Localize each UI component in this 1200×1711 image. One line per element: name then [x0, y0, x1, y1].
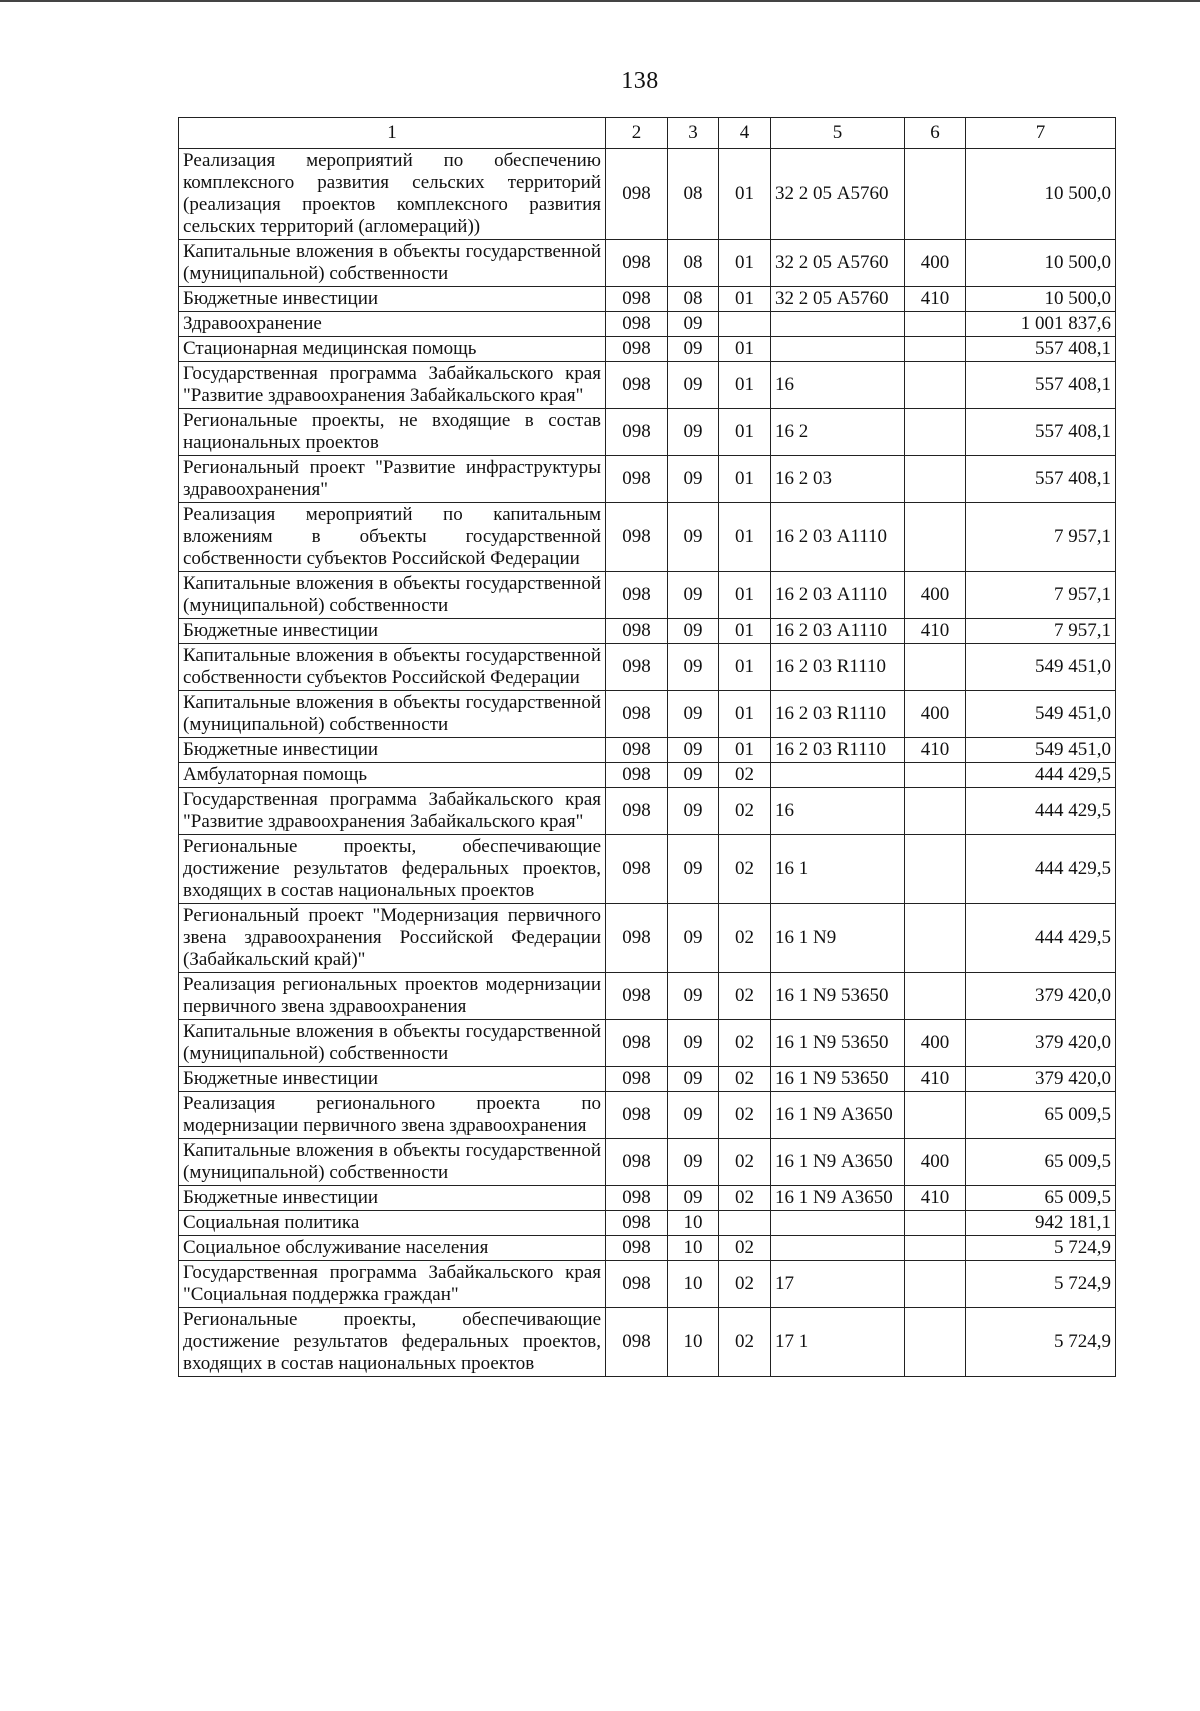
row-subsection: 01: [719, 409, 771, 456]
row-subsection: 01: [719, 691, 771, 738]
row-name: Бюджетные инвестиции: [179, 738, 606, 763]
table-row: [179, 644, 1116, 691]
row-amount: 7 957,1: [966, 503, 1116, 572]
row-section: 09: [668, 503, 719, 572]
row-section: 09: [668, 1067, 719, 1092]
row-amount: 557 408,1: [966, 362, 1116, 409]
row-admin-code: 098: [606, 456, 668, 503]
row-subsection: [719, 1211, 771, 1236]
header-row: [179, 118, 1116, 149]
row-amount: 444 429,5: [966, 904, 1116, 973]
row-name: Социальное обслуживание населения: [179, 1236, 606, 1261]
row-target-article: 32 2 05 А5760: [771, 240, 905, 287]
row-expense-type: [905, 788, 966, 835]
row-expense-type: 400: [905, 240, 966, 287]
row-subsection: 02: [719, 1308, 771, 1377]
row-section: 08: [668, 287, 719, 312]
row-subsection: 01: [719, 503, 771, 572]
row-expense-type: [905, 644, 966, 691]
table-row: [179, 763, 1116, 788]
row-section: 09: [668, 362, 719, 409]
row-section: 09: [668, 1139, 719, 1186]
row-section: 09: [668, 619, 719, 644]
row-name: Капитальные вложения в объекты государственной (муниципальной) собственности: [179, 691, 606, 738]
row-admin-code: 098: [606, 572, 668, 619]
row-section: 09: [668, 644, 719, 691]
row-admin-code: 098: [606, 1092, 668, 1139]
row-target-article: 16 1 N9 А3650: [771, 1092, 905, 1139]
table-row: [179, 973, 1116, 1020]
row-subsection: 02: [719, 1092, 771, 1139]
row-amount: 10 500,0: [966, 240, 1116, 287]
row-amount: 10 500,0: [966, 287, 1116, 312]
row-subsection: 02: [719, 1186, 771, 1211]
table-row: [179, 456, 1116, 503]
row-name: Государственная программа Забайкальского края "Социальная поддержка граждан": [179, 1261, 606, 1308]
row-subsection: 01: [719, 337, 771, 362]
row-amount: 65 009,5: [966, 1186, 1116, 1211]
row-amount: 379 420,0: [966, 973, 1116, 1020]
row-expense-type: 400: [905, 572, 966, 619]
header-cell: 1: [179, 118, 606, 149]
row-expense-type: 410: [905, 287, 966, 312]
row-target-article: [771, 337, 905, 362]
row-subsection: 01: [719, 644, 771, 691]
row-admin-code: 098: [606, 1139, 668, 1186]
row-section: 09: [668, 1092, 719, 1139]
page-number: 138: [621, 68, 659, 94]
row-amount: 557 408,1: [966, 409, 1116, 456]
row-target-article: 16 1 N9 53650: [771, 1067, 905, 1092]
row-name: Государственная программа Забайкальского края "Развитие здравоохранения Забайкальского края": [179, 788, 606, 835]
row-section: 10: [668, 1211, 719, 1236]
row-name: Бюджетные инвестиции: [179, 287, 606, 312]
row-amount: 7 957,1: [966, 619, 1116, 644]
row-name: Стационарная медицинская помощь: [179, 337, 606, 362]
header-cell: 4: [719, 118, 771, 149]
table-row: [179, 240, 1116, 287]
row-expense-type: 410: [905, 619, 966, 644]
row-subsection: 01: [719, 240, 771, 287]
row-expense-type: [905, 1211, 966, 1236]
row-target-article: 16 2 03: [771, 456, 905, 503]
budget-table: [178, 117, 1116, 1377]
row-amount: 5 724,9: [966, 1261, 1116, 1308]
row-admin-code: 098: [606, 312, 668, 337]
row-amount: 549 451,0: [966, 738, 1116, 763]
table-row: [179, 835, 1116, 904]
row-amount: 5 724,9: [966, 1308, 1116, 1377]
row-name: Реализация мероприятий по обеспечению комплексного развития сельских территорий (реализация проектов комплексного развития сельских территорий (агломераций)): [179, 149, 606, 240]
row-target-article: [771, 1211, 905, 1236]
row-target-article: 16 2 03 R1110: [771, 691, 905, 738]
row-amount: 7 957,1: [966, 572, 1116, 619]
row-admin-code: 098: [606, 409, 668, 456]
row-subsection: 01: [719, 456, 771, 503]
row-target-article: [771, 312, 905, 337]
row-section: 09: [668, 312, 719, 337]
row-section: 09: [668, 456, 719, 503]
row-amount: 379 420,0: [966, 1067, 1116, 1092]
row-admin-code: 098: [606, 503, 668, 572]
row-target-article: 17: [771, 1261, 905, 1308]
row-amount: 549 451,0: [966, 644, 1116, 691]
row-amount: 557 408,1: [966, 337, 1116, 362]
row-name: Бюджетные инвестиции: [179, 1186, 606, 1211]
row-target-article: [771, 763, 905, 788]
table-row: [179, 1261, 1116, 1308]
row-admin-code: 098: [606, 644, 668, 691]
row-target-article: 16: [771, 788, 905, 835]
table-row: [179, 738, 1116, 763]
row-admin-code: 098: [606, 904, 668, 973]
page-top-border: [0, 0, 1200, 2]
row-target-article: 16 1 N9 А3650: [771, 1139, 905, 1186]
row-expense-type: [905, 362, 966, 409]
row-name: Амбулаторная помощь: [179, 763, 606, 788]
row-section: 09: [668, 691, 719, 738]
header-cell: 2: [606, 118, 668, 149]
row-target-article: 16 1 N9 53650: [771, 973, 905, 1020]
row-expense-type: [905, 1261, 966, 1308]
row-target-article: 17 1: [771, 1308, 905, 1377]
row-name: Капитальные вложения в объекты государственной (муниципальной) собственности: [179, 572, 606, 619]
row-amount: 65 009,5: [966, 1092, 1116, 1139]
row-amount: 1 001 837,6: [966, 312, 1116, 337]
row-admin-code: 098: [606, 1308, 668, 1377]
row-target-article: 16 2 03 А1110: [771, 572, 905, 619]
row-subsection: 02: [719, 1261, 771, 1308]
row-name: Здравоохранение: [179, 312, 606, 337]
row-admin-code: 098: [606, 287, 668, 312]
row-name: Социальная политика: [179, 1211, 606, 1236]
row-target-article: 16 2 03 R1110: [771, 644, 905, 691]
row-subsection: 02: [719, 1067, 771, 1092]
row-target-article: 32 2 05 А5760: [771, 149, 905, 240]
table-row: [179, 572, 1116, 619]
row-amount: 444 429,5: [966, 763, 1116, 788]
row-section: 09: [668, 1020, 719, 1067]
row-admin-code: 098: [606, 1236, 668, 1261]
row-admin-code: 098: [606, 1261, 668, 1308]
table-row: [179, 1186, 1116, 1211]
row-section: 09: [668, 763, 719, 788]
row-expense-type: [905, 1308, 966, 1377]
row-subsection: 02: [719, 1236, 771, 1261]
row-name: Государственная программа Забайкальского края "Развитие здравоохранения Забайкальского края": [179, 362, 606, 409]
table-row: [179, 788, 1116, 835]
row-amount: 379 420,0: [966, 1020, 1116, 1067]
table-row: [179, 619, 1116, 644]
table-row: [179, 409, 1116, 456]
row-section: 08: [668, 149, 719, 240]
row-section: 08: [668, 240, 719, 287]
row-subsection: 01: [719, 572, 771, 619]
row-section: 09: [668, 337, 719, 362]
row-name: Реализация регионального проекта по модернизации первичного звена здравоохранения: [179, 1092, 606, 1139]
row-expense-type: 400: [905, 1020, 966, 1067]
table-row: [179, 1020, 1116, 1067]
row-expense-type: [905, 835, 966, 904]
header-cell: 7: [966, 118, 1116, 149]
table-row: [179, 503, 1116, 572]
row-amount: 444 429,5: [966, 788, 1116, 835]
row-target-article: 16 1 N9: [771, 904, 905, 973]
table-body: [179, 149, 1116, 1377]
header-cell: 5: [771, 118, 905, 149]
row-section: 09: [668, 904, 719, 973]
row-amount: 10 500,0: [966, 149, 1116, 240]
row-admin-code: 098: [606, 362, 668, 409]
row-subsection: 02: [719, 788, 771, 835]
row-name: Бюджетные инвестиции: [179, 619, 606, 644]
table-row: [179, 1139, 1116, 1186]
row-subsection: 01: [719, 149, 771, 240]
row-section: 10: [668, 1236, 719, 1261]
row-admin-code: 098: [606, 1020, 668, 1067]
row-expense-type: [905, 1092, 966, 1139]
row-expense-type: 410: [905, 1186, 966, 1211]
row-admin-code: 098: [606, 337, 668, 362]
row-expense-type: [905, 312, 966, 337]
row-expense-type: [905, 1236, 966, 1261]
row-expense-type: 400: [905, 1139, 966, 1186]
row-admin-code: 098: [606, 149, 668, 240]
row-expense-type: [905, 904, 966, 973]
row-section: 10: [668, 1308, 719, 1377]
row-name: Капитальные вложения в объекты государственной (муниципальной) собственности: [179, 1139, 606, 1186]
row-target-article: 16 2 03 А1110: [771, 619, 905, 644]
row-target-article: 16 1: [771, 835, 905, 904]
row-admin-code: 098: [606, 619, 668, 644]
row-subsection: 01: [719, 287, 771, 312]
row-section: 09: [668, 973, 719, 1020]
row-section: 09: [668, 788, 719, 835]
row-admin-code: 098: [606, 738, 668, 763]
row-subsection: 02: [719, 973, 771, 1020]
table-row: [179, 362, 1116, 409]
row-target-article: 16 1 N9 53650: [771, 1020, 905, 1067]
row-admin-code: 098: [606, 1067, 668, 1092]
row-target-article: 16 2 03 R1110: [771, 738, 905, 763]
row-name: Реализация региональных проектов модернизации первичного звена здравоохранения: [179, 973, 606, 1020]
row-expense-type: [905, 973, 966, 1020]
row-subsection: 02: [719, 1020, 771, 1067]
table-row: [179, 287, 1116, 312]
row-admin-code: 098: [606, 1186, 668, 1211]
row-admin-code: 098: [606, 763, 668, 788]
row-name: Капитальные вложения в объекты государственной (муниципальной) собственности: [179, 240, 606, 287]
table-row: [179, 904, 1116, 973]
row-expense-type: 410: [905, 1067, 966, 1092]
table-row: [179, 1236, 1116, 1261]
header-cell: 6: [905, 118, 966, 149]
row-subsection: 01: [719, 619, 771, 644]
row-subsection: 02: [719, 763, 771, 788]
row-admin-code: 098: [606, 1211, 668, 1236]
row-amount: 5 724,9: [966, 1236, 1116, 1261]
row-section: 09: [668, 835, 719, 904]
row-expense-type: [905, 456, 966, 503]
row-admin-code: 098: [606, 973, 668, 1020]
row-name: Региональный проект "Развитие инфраструктуры здравоохранения": [179, 456, 606, 503]
row-section: 09: [668, 409, 719, 456]
header-cell: 3: [668, 118, 719, 149]
row-expense-type: [905, 337, 966, 362]
row-expense-type: [905, 763, 966, 788]
row-target-article: 16 1 N9 А3650: [771, 1186, 905, 1211]
row-expense-type: [905, 149, 966, 240]
row-admin-code: 098: [606, 788, 668, 835]
row-name: Бюджетные инвестиции: [179, 1067, 606, 1092]
row-section: 09: [668, 1186, 719, 1211]
row-name: Капитальные вложения в объекты государственной собственности субъектов Российской Федерации: [179, 644, 606, 691]
row-name: Региональный проект "Модернизация первичного звена здравоохранения Российской Федерации (Забайкальский край)": [179, 904, 606, 973]
row-admin-code: 098: [606, 835, 668, 904]
row-subsection: [719, 312, 771, 337]
row-admin-code: 098: [606, 691, 668, 738]
row-amount: 444 429,5: [966, 835, 1116, 904]
row-section: 09: [668, 572, 719, 619]
row-expense-type: 410: [905, 738, 966, 763]
row-subsection: 02: [719, 835, 771, 904]
row-subsection: 02: [719, 1139, 771, 1186]
row-section: 09: [668, 738, 719, 763]
row-target-article: 16 2: [771, 409, 905, 456]
table-row: [179, 1067, 1116, 1092]
row-admin-code: 098: [606, 240, 668, 287]
table-row: [179, 312, 1116, 337]
table-row: [179, 337, 1116, 362]
row-name: Региональные проекты, обеспечивающие достижение результатов федеральных проектов, входящих в состав национальных проектов: [179, 1308, 606, 1377]
row-name: Региональные проекты, обеспечивающие достижение результатов федеральных проектов, входящих в состав национальных проектов: [179, 835, 606, 904]
row-section: 10: [668, 1261, 719, 1308]
row-target-article: [771, 1236, 905, 1261]
row-subsection: 01: [719, 362, 771, 409]
row-name: Реализация мероприятий по капитальным вложениям в объекты государственной собственности субъектов Российской Федерации: [179, 503, 606, 572]
table-row: [179, 1211, 1116, 1236]
table-row: [179, 691, 1116, 738]
row-target-article: 32 2 05 А5760: [771, 287, 905, 312]
row-name: Региональные проекты, не входящие в состав национальных проектов: [179, 409, 606, 456]
row-expense-type: 400: [905, 691, 966, 738]
row-amount: 942 181,1: [966, 1211, 1116, 1236]
row-subsection: 01: [719, 738, 771, 763]
table-row: [179, 149, 1116, 240]
row-name: Капитальные вложения в объекты государственной (муниципальной) собственности: [179, 1020, 606, 1067]
table-row: [179, 1092, 1116, 1139]
row-expense-type: [905, 409, 966, 456]
row-expense-type: [905, 503, 966, 572]
row-amount: 549 451,0: [966, 691, 1116, 738]
row-amount: 557 408,1: [966, 456, 1116, 503]
table-row: [179, 1308, 1116, 1377]
row-target-article: 16: [771, 362, 905, 409]
row-target-article: 16 2 03 А1110: [771, 503, 905, 572]
row-subsection: 02: [719, 904, 771, 973]
row-amount: 65 009,5: [966, 1139, 1116, 1186]
